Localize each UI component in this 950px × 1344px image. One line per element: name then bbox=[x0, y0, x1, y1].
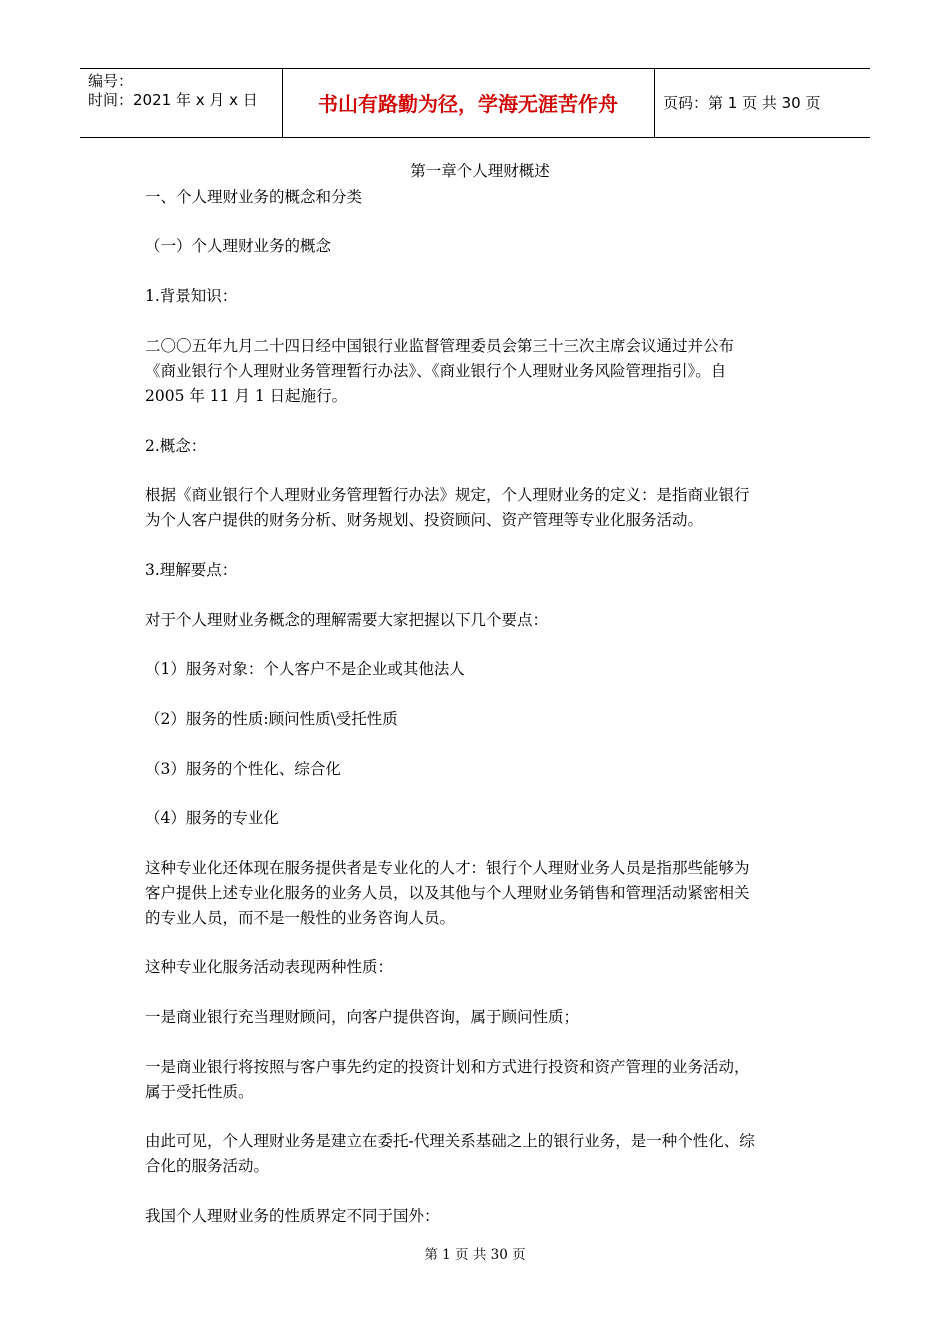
paragraph-line: 2.概念： bbox=[145, 437, 207, 455]
paragraph-line: 根据《商业银行个人理财业务管理暂行办法》规定，个人理财业务的定义：是指商业银行 bbox=[145, 486, 750, 504]
paragraph-line: 合化的服务活动。 bbox=[145, 1157, 270, 1175]
paragraph-line: 一是商业银行充当理财顾问，向客户提供咨询，属于顾问性质； bbox=[145, 1008, 580, 1026]
list-item: （3）服务的个性化、综合化 bbox=[145, 760, 341, 778]
paragraph-line: 为个人客户提供的财务分析、财务规划、投资顾问、资产管理等专业化服务活动。 bbox=[145, 511, 704, 529]
serial-label: 编号： bbox=[88, 72, 134, 90]
paragraph-line: 2005 年 11 月 1 日起施行。 bbox=[145, 387, 348, 405]
paragraph-line: 3.理解要点： bbox=[145, 561, 238, 579]
chapter-title: 第一章个人理财概述 bbox=[410, 162, 550, 180]
date-label: 时间：2021 年 x 月 x 日 bbox=[88, 91, 258, 109]
paragraph-line: 这种专业化服务活动表现两种性质： bbox=[145, 958, 394, 976]
paragraph-line: 一是商业银行将按照与客户事先约定的投资计划和方式进行投资和资产管理的业务活动， bbox=[145, 1058, 750, 1076]
paragraph-line: 属于受托性质。 bbox=[145, 1083, 254, 1101]
list-item: （2）服务的性质:顾问性质\受托性质 bbox=[145, 710, 398, 728]
subsection-heading: （一）个人理财业务的概念 bbox=[145, 237, 332, 255]
paragraph-line: 客户提供上述专业化服务的业务人员，以及其他与个人理财业务销售和管理活动紧密相关 bbox=[145, 884, 750, 902]
paragraph-line: 我国个人理财业务的性质界定不同于国外： bbox=[145, 1207, 440, 1225]
page-footer: 第 1 页 共 30 页 bbox=[424, 1247, 526, 1263]
header-motto-cell bbox=[282, 69, 655, 137]
paragraph-line: 由此可见，个人理财业务是建立在委托-代理关系基础之上的银行业务，是一种个性化、综 bbox=[145, 1132, 755, 1150]
motto-text: 书山有路勤为径，学海无涯苦作舟 bbox=[318, 92, 618, 116]
list-item: （4）服务的专业化 bbox=[145, 809, 279, 827]
paragraph-line: 1.背景知识： bbox=[145, 287, 238, 305]
document-header bbox=[80, 68, 870, 138]
section-heading: 一、个人理财业务的概念和分类 bbox=[145, 188, 363, 206]
list-item: （1）服务对象：个人客户不是企业或其他法人 bbox=[145, 660, 465, 678]
page-info: 页码：第 1 页 共 30 页 bbox=[663, 94, 821, 112]
paragraph-line: 二〇〇五年九月二十四日经中国银行业监督管理委员会第三十三次主席会议通过并公布 bbox=[145, 337, 735, 355]
header-page-cell bbox=[655, 69, 870, 137]
paragraph-line: 的专业人员，而不是一般性的业务咨询人员。 bbox=[145, 909, 456, 927]
paragraph-line: 这种专业化还体现在服务提供者是专业化的人才：银行个人理财业务人员是指那些能够为 bbox=[145, 859, 750, 877]
paragraph-line: 《商业银行个人理财业务管理暂行办法》、《商业银行个人理财业务风险管理指引》。自 bbox=[145, 362, 727, 380]
header-info-cell bbox=[80, 69, 283, 137]
paragraph-line: 对于个人理财业务概念的理解需要大家把握以下几个要点： bbox=[145, 611, 549, 629]
